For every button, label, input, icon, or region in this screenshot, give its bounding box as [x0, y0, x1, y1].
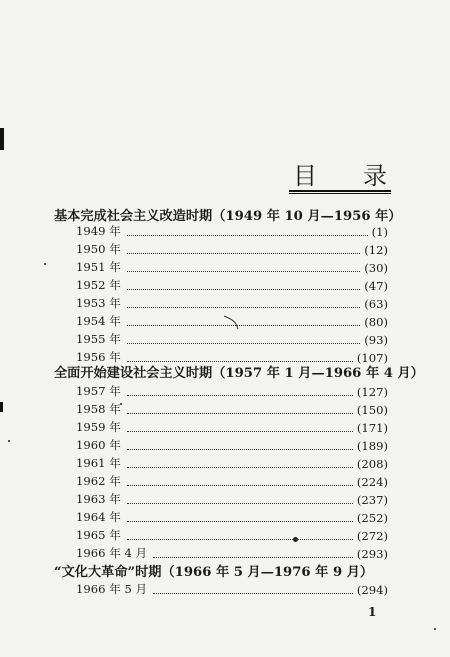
scan-speck — [8, 440, 10, 442]
dot-leader — [127, 431, 353, 432]
entry-page: (30) — [364, 261, 388, 275]
dot-leader — [127, 467, 353, 468]
dot-leader — [127, 521, 353, 522]
toc-entry[interactable] — [76, 312, 388, 329]
toc-entry[interactable] — [76, 508, 388, 525]
dot-leader — [127, 253, 360, 254]
entry-label: 1960 年 — [76, 438, 121, 452]
entry-label: 1952 年 — [76, 278, 121, 292]
title-char-left: 目 — [293, 161, 317, 190]
entry-label: 1949 年 — [76, 224, 121, 238]
entry-page: (63) — [364, 297, 388, 311]
toc-entry[interactable] — [76, 258, 388, 275]
entry-page: (224) — [356, 475, 388, 489]
entry-page: (47) — [364, 279, 388, 293]
entry-page: (93) — [364, 333, 388, 347]
toc-entry[interactable] — [76, 400, 388, 417]
toc-entry[interactable] — [76, 382, 388, 399]
entry-page: (171) — [356, 421, 388, 435]
entry-page: (150) — [356, 403, 388, 417]
entry-label: 1954 年 — [76, 314, 121, 328]
entry-label: 1957 年 — [76, 384, 121, 398]
section-heading[interactable]: 基本完成社会主义改造时期（1949 年 10 月—1956 年） — [54, 209, 402, 224]
dot-leader — [127, 307, 360, 308]
entry-label: 1961 年 — [76, 456, 121, 470]
toc-entry[interactable] — [76, 436, 388, 453]
dot-leader — [127, 271, 360, 272]
entry-page: (252) — [356, 511, 388, 525]
toc-entry[interactable] — [76, 418, 388, 435]
entry-label: 1956 年 — [76, 350, 121, 364]
scan-speck — [44, 263, 46, 265]
entry-page: (127) — [356, 385, 388, 399]
toc-entry[interactable] — [76, 526, 388, 543]
scan-speck — [434, 628, 436, 630]
entry-label: 1951 年 — [76, 260, 121, 274]
dot-leader — [127, 395, 353, 396]
title-rule-thin — [289, 193, 391, 194]
dot-leader — [127, 325, 360, 326]
scan-edge-mark — [0, 402, 3, 412]
dot-leader — [127, 343, 360, 344]
title-rule — [289, 190, 391, 192]
toc-entry[interactable] — [76, 294, 388, 311]
toc-entry[interactable] — [76, 330, 388, 347]
dot-leader — [127, 413, 353, 414]
dot-leader — [153, 557, 353, 558]
toc-entry[interactable] — [76, 472, 388, 489]
toc-entry[interactable] — [76, 454, 388, 471]
dot-leader — [127, 449, 353, 450]
entry-label: 1962 年 — [76, 474, 121, 488]
dot-leader — [153, 593, 353, 594]
entry-label: 1950 年 — [76, 242, 121, 256]
entry-label: 1953 年 — [76, 296, 121, 310]
entry-label: 1964 年 — [76, 510, 121, 524]
entry-label: 1955 年 — [76, 332, 121, 346]
entry-page: (189) — [356, 439, 388, 453]
entry-page: (294) — [356, 583, 388, 597]
entry-page: (208) — [356, 457, 388, 471]
entry-label: 1959 年 — [76, 420, 121, 434]
dot-leader — [127, 485, 353, 486]
toc-entry[interactable] — [76, 544, 388, 561]
entry-label: 1958 年 — [76, 402, 121, 416]
page-number: 1 — [368, 605, 377, 619]
entry-page: (80) — [364, 315, 388, 329]
entry-page: (237) — [356, 493, 388, 507]
toc-entry[interactable] — [76, 580, 388, 597]
entry-page: (293) — [356, 547, 388, 561]
entry-page: (272) — [356, 529, 388, 543]
toc-entry[interactable] — [76, 222, 388, 239]
section-heading[interactable]: “文化大革命”时期（1966 年 5 月—1976 年 9 月） — [54, 565, 374, 580]
scan-edge-mark — [0, 128, 4, 150]
dot-leader — [127, 503, 353, 504]
toc-entry[interactable] — [76, 276, 388, 293]
entry-label: 1963 年 — [76, 492, 121, 506]
entry-label: 1965 年 — [76, 528, 121, 542]
dot-leader — [127, 235, 368, 236]
toc-entry[interactable] — [76, 490, 388, 507]
entry-page: (12) — [364, 243, 388, 257]
dot-leader — [127, 539, 353, 540]
entry-label: 1966 年 4 月 — [76, 546, 148, 560]
title-char-right: 录 — [363, 161, 387, 190]
dot-leader — [127, 289, 360, 290]
entry-page: (1) — [371, 225, 388, 239]
section-heading[interactable]: 全面开始建设社会主义时期（1957 年 1 月—1966 年 4 月） — [54, 366, 424, 381]
entry-page: (107) — [356, 351, 388, 365]
toc-title — [289, 158, 391, 188]
entry-label: 1966 年 5 月 — [76, 582, 148, 596]
toc-entry[interactable] — [76, 240, 388, 257]
